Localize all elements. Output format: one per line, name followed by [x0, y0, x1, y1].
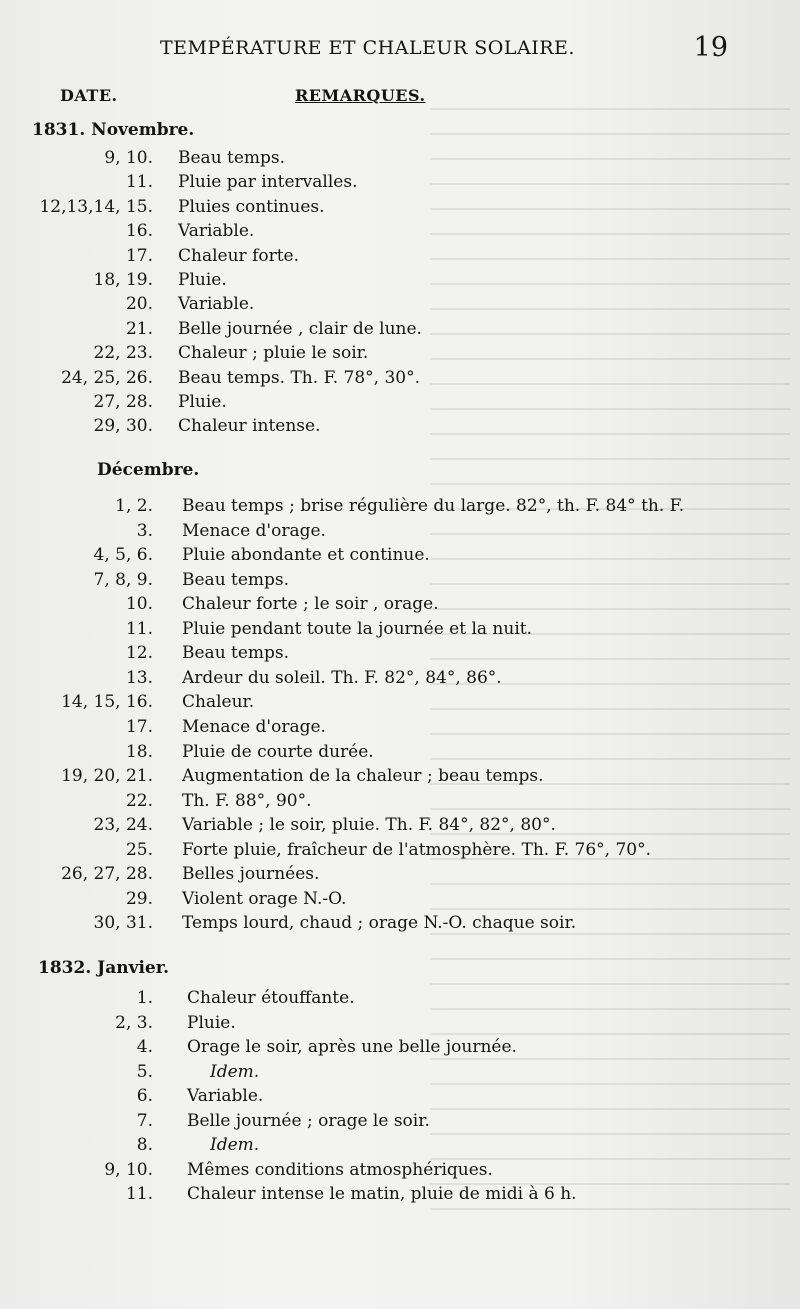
- entry-remark: Ardeur du soleil. Th. F. 82°, 84°, 86°.: [182, 667, 502, 688]
- entry-date: 10.: [125, 594, 153, 615]
- entry-date: 7.: [136, 1110, 153, 1131]
- entry-date: 11.: [125, 618, 153, 639]
- log-entry: [0, 294, 800, 318]
- entry-date: 26, 27, 28.: [61, 864, 153, 885]
- log-entry: [0, 392, 800, 416]
- log-entry: [0, 864, 800, 888]
- log-entry: [0, 1160, 800, 1184]
- entry-remark: Orage le soir, après une belle journée.: [187, 1037, 517, 1057]
- log-entry: [0, 815, 800, 839]
- entry-remark: Chaleur intense le matin, pluie de midi à 6 h.: [187, 1184, 577, 1204]
- entry-remark: Beau temps ; brise régulière du large. 82°, th. F. 84° th. F.: [182, 496, 685, 516]
- log-entry: [0, 1184, 800, 1208]
- entry-remark: Variable.: [187, 1086, 264, 1106]
- entry-date: 23, 24.: [93, 815, 153, 836]
- entry-date: 4.: [136, 1037, 153, 1057]
- entry-date: 30, 31.: [93, 913, 153, 934]
- entry-date: 12,13,14, 15.: [39, 196, 153, 217]
- entry-date: 8.: [136, 1135, 153, 1155]
- entry-remark: Variable.: [178, 294, 255, 315]
- entry-remark: Pluie.: [178, 270, 227, 290]
- entry-date: 6.: [136, 1086, 153, 1106]
- log-entry: [0, 368, 800, 392]
- log-entry: [0, 988, 800, 1012]
- entry-remark: Beau temps.: [182, 643, 290, 664]
- entry-date: 1, 2.: [115, 496, 153, 516]
- entry-remark: Chaleur.: [182, 692, 255, 713]
- page-number: 19: [693, 32, 728, 63]
- entry-date: 27, 28.: [93, 392, 153, 412]
- entry-date: 29.: [125, 888, 153, 909]
- entry-date: 11.: [125, 1184, 153, 1204]
- entry-date: 14, 15, 16.: [61, 692, 153, 713]
- log-entry: [0, 692, 800, 716]
- entry-remark: Idem.: [210, 1061, 260, 1082]
- entry-remark: Pluie pendant toute la journée et la nuit.: [182, 618, 533, 639]
- log-entry: [0, 643, 800, 667]
- entry-remark: Belle journée ; orage le soir.: [187, 1110, 430, 1131]
- running-title: TEMPÉRATURE ET CHALEUR SOLAIRE.: [160, 37, 575, 59]
- entry-remark: Chaleur étouffante.: [187, 988, 355, 1008]
- log-entry: [0, 172, 800, 196]
- log-entry: [0, 1062, 800, 1086]
- entry-remark: Idem.: [210, 1135, 260, 1155]
- entry-date: 4, 5, 6.: [93, 545, 153, 566]
- log-entry: [0, 319, 800, 343]
- entry-date: 11.: [125, 172, 153, 193]
- entry-remark: Beau temps. Th. F. 78°, 30°.: [178, 367, 420, 388]
- log-entry: [0, 570, 800, 594]
- entry-date: 18, 19.: [93, 270, 153, 290]
- entry-date: 12.: [125, 643, 153, 664]
- entry-remark: Violent orage N.-O.: [182, 888, 347, 909]
- log-entry: [0, 1135, 800, 1159]
- remarks-column-heading: REMARQUES.: [295, 86, 426, 105]
- entry-remark: Beau temps.: [182, 569, 290, 590]
- entry-remark: Mêmes conditions atmosphériques.: [187, 1159, 493, 1180]
- entry-remark: Augmentation de la chaleur ; beau temps.: [182, 766, 544, 787]
- entry-date: 19, 20, 21.: [61, 766, 153, 787]
- log-entry: [0, 717, 800, 741]
- log-entry: [0, 1111, 800, 1135]
- log-entry: [0, 840, 800, 864]
- entry-date: 17.: [125, 245, 153, 266]
- entry-date: 9, 10.: [104, 1159, 153, 1180]
- entry-remark: Chaleur forte.: [178, 245, 300, 266]
- entry-remark: Pluie.: [187, 1012, 236, 1033]
- entry-remark: Chaleur forte ; le soir , orage.: [182, 594, 439, 615]
- entry-date: 21.: [125, 318, 153, 339]
- entry-date: 22, 23.: [93, 343, 153, 364]
- entry-date: 13.: [125, 667, 153, 688]
- entry-date: 25.: [125, 839, 153, 860]
- page-header: [160, 34, 760, 64]
- entry-remark: Pluie.: [178, 392, 227, 412]
- log-entry: [0, 1013, 800, 1037]
- log-entry: [0, 221, 800, 245]
- entry-date: 16.: [125, 221, 153, 242]
- log-entry: [0, 148, 800, 172]
- entry-date: 5.: [136, 1061, 153, 1082]
- log-entry: [0, 197, 800, 221]
- section-title: 1832. Janvier.: [38, 958, 170, 978]
- entry-date: 9, 10.: [104, 148, 153, 168]
- log-entry: [0, 545, 800, 569]
- entry-date: 7, 8, 9.: [93, 569, 153, 590]
- entry-remark: Belles journées.: [182, 864, 320, 885]
- entry-remark: Beau temps.: [178, 148, 286, 168]
- entry-date: 1.: [136, 988, 153, 1008]
- log-entry: [0, 246, 800, 270]
- log-entry: [0, 1086, 800, 1110]
- entry-date: 24, 25, 26.: [61, 367, 153, 388]
- entry-remark: Variable.: [178, 221, 255, 242]
- entry-remark: Forte pluie, fraîcheur de l'atmosphère. Th. F. 76°, 70°.: [182, 839, 652, 860]
- log-entry: [0, 343, 800, 367]
- log-entry: [0, 889, 800, 913]
- entry-remark: Th. F. 88°, 90°.: [182, 790, 312, 811]
- log-entry: [0, 668, 800, 692]
- entry-remark: Pluies continues.: [178, 196, 325, 217]
- entry-remark: Menace d'orage.: [182, 716, 326, 737]
- entry-remark: Pluie par intervalles.: [178, 172, 358, 193]
- entry-date: 22.: [125, 790, 153, 811]
- log-entry: [0, 1037, 800, 1061]
- log-entry: [0, 496, 800, 520]
- entry-remark: Pluie de courte durée.: [182, 741, 374, 762]
- entry-remark: Chaleur ; pluie le soir.: [178, 343, 369, 364]
- date-column-heading: DATE.: [60, 86, 118, 105]
- entry-remark: Chaleur intense.: [178, 416, 321, 437]
- entry-date: 20.: [125, 294, 153, 315]
- log-entry: [0, 619, 800, 643]
- log-entry: [0, 766, 800, 790]
- log-entry: [0, 521, 800, 545]
- entry-date: 29, 30.: [93, 416, 153, 437]
- log-entry: [0, 742, 800, 766]
- log-entry: [0, 913, 800, 937]
- log-entry: [0, 416, 800, 440]
- entry-remark: Menace d'orage.: [182, 520, 326, 541]
- entry-date: 3.: [136, 520, 153, 541]
- entry-remark: Variable ; le soir, pluie. Th. F. 84°, 82°, 80°.: [182, 815, 556, 836]
- entry-date: 18.: [125, 741, 153, 762]
- entry-remark: Temps lourd, chaud ; orage N.-O. chaque soir.: [182, 913, 577, 934]
- log-entry: [0, 594, 800, 618]
- entry-remark: Belle journée , clair de lune.: [178, 318, 422, 339]
- column-headings: [0, 86, 800, 110]
- entry-date: 2, 3.: [115, 1012, 153, 1033]
- section-title: 1831. Novembre.: [32, 120, 195, 140]
- log-entry: [0, 791, 800, 815]
- entry-date: 17.: [125, 716, 153, 737]
- entry-remark: Pluie abondante et continue.: [182, 545, 430, 566]
- section-title: Décembre.: [97, 460, 200, 480]
- log-entry: [0, 270, 800, 294]
